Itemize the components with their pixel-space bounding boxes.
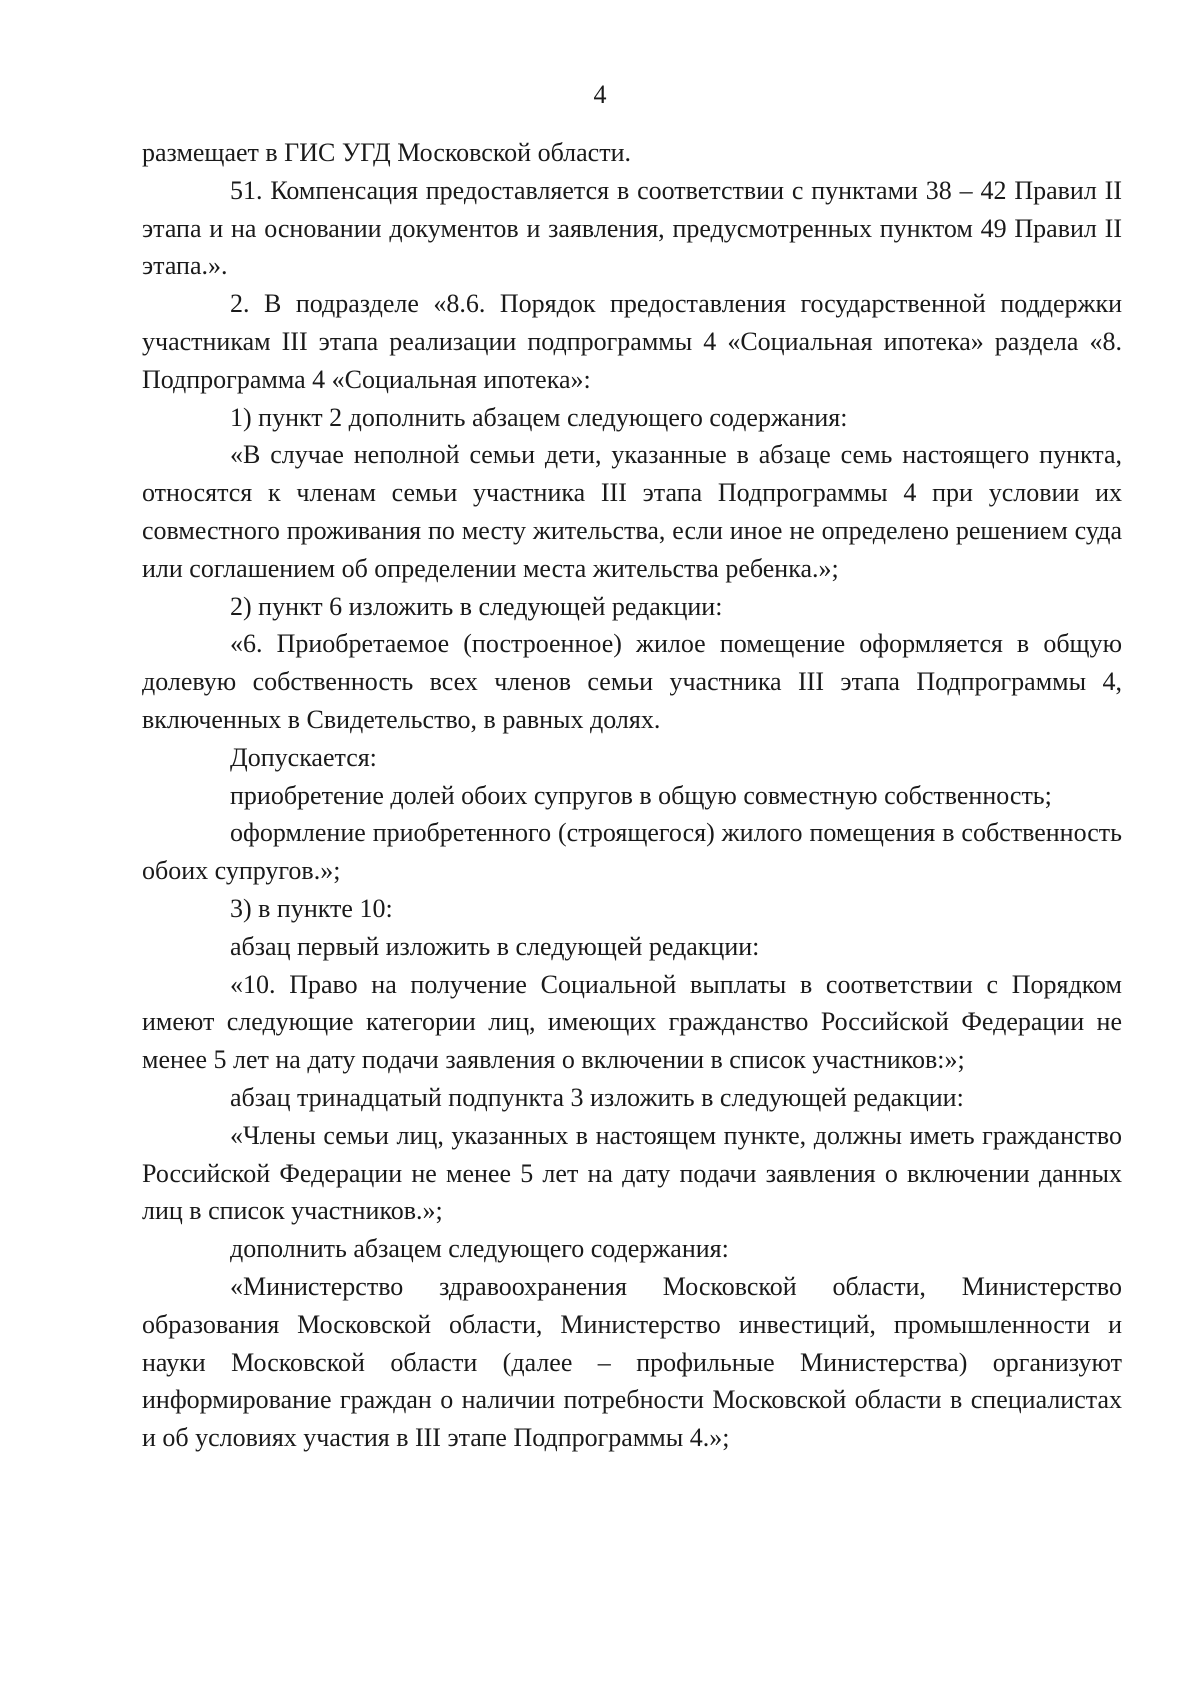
paragraph: приобретение долей обоих супругов в общую совместную собственность; — [230, 780, 1052, 810]
paragraph: размещает в ГИС УГД Московской области. — [142, 138, 631, 167]
paragraph: оформление приобретенного (строящегося) жилого помещения в собственность обоих супругов.»; — [142, 818, 1122, 886]
paragraph: «Министерство здравоохранения Московской области, Министерство образования Московской области, Министерство инвестиций, промышленности и науки Московской области (далее – профильные Министерства) организуют информирование граждан о наличии потребности Московской области в специалистах и об условиях участия в III этапе Подпрограммы 4.»; — [142, 1271, 1122, 1453]
paragraph: «6. Приобретаемое (построенное) жилое помещение оформляется в общую долевую собственность всех членов семьи участника III этапа Подпрограммы 4, включенных в Свидетельство, в равных долях. — [142, 629, 1122, 734]
paragraph: абзац первый изложить в следующей редакции: — [230, 931, 760, 961]
paragraph: «10. Право на получение Социальной выплаты в соответствии с Порядком имеют следующие категории лиц, имеющих гражданство Российской Федерации не менее 5 лет на дату подачи заявления о включении в список участников:»; — [142, 969, 1122, 1075]
paragraph: «В случае неполной семьи дети, указанные в абзаце семь настоящего пункта, относятся к членам семьи участника III этапа Подпрограммы 4 при условии их совместного проживания по месту жительства, если иное не определено решением суда или соглашением об определении места жительства ребенка.»; — [142, 440, 1122, 583]
paragraph: Допускается: — [230, 742, 377, 772]
paragraph: абзац тринадцатый подпункта 3 изложить в следующей редакции: — [230, 1082, 964, 1112]
paragraph: 1) пункт 2 дополнить абзацем следующего содержания: — [230, 402, 848, 432]
paragraph: 2) пункт 6 изложить в следующей редакции: — [230, 591, 723, 621]
page-number: 4 — [593, 80, 607, 109]
paragraph: 51. Компенсация предоставляется в соответствии с пунктами 38 – 42 Правил II этапа и на основании документов и заявления, предусмотренных пунктом 49 Правил II этапа.». — [142, 175, 1122, 281]
paragraph: 2. В подразделе «8.6. Порядок предоставления государственной поддержки участникам III этапа реализации подпрограммы 4 «Социальная ипотека» раздела «8. Подпрограмма 4 «Социальная ипотека»: — [142, 289, 1122, 394]
paragraph: 3) в пункте 10: — [230, 893, 393, 923]
paragraph: «Члены семьи лиц, указанных в настоящем пункте, должны иметь гражданство Российской Федерации не менее 5 лет на дату подачи заявления о включении данных лиц в список участников.»; — [142, 1120, 1122, 1226]
document-body — [142, 134, 1122, 1457]
paragraph: дополнить абзацем следующего содержания: — [230, 1234, 729, 1264]
